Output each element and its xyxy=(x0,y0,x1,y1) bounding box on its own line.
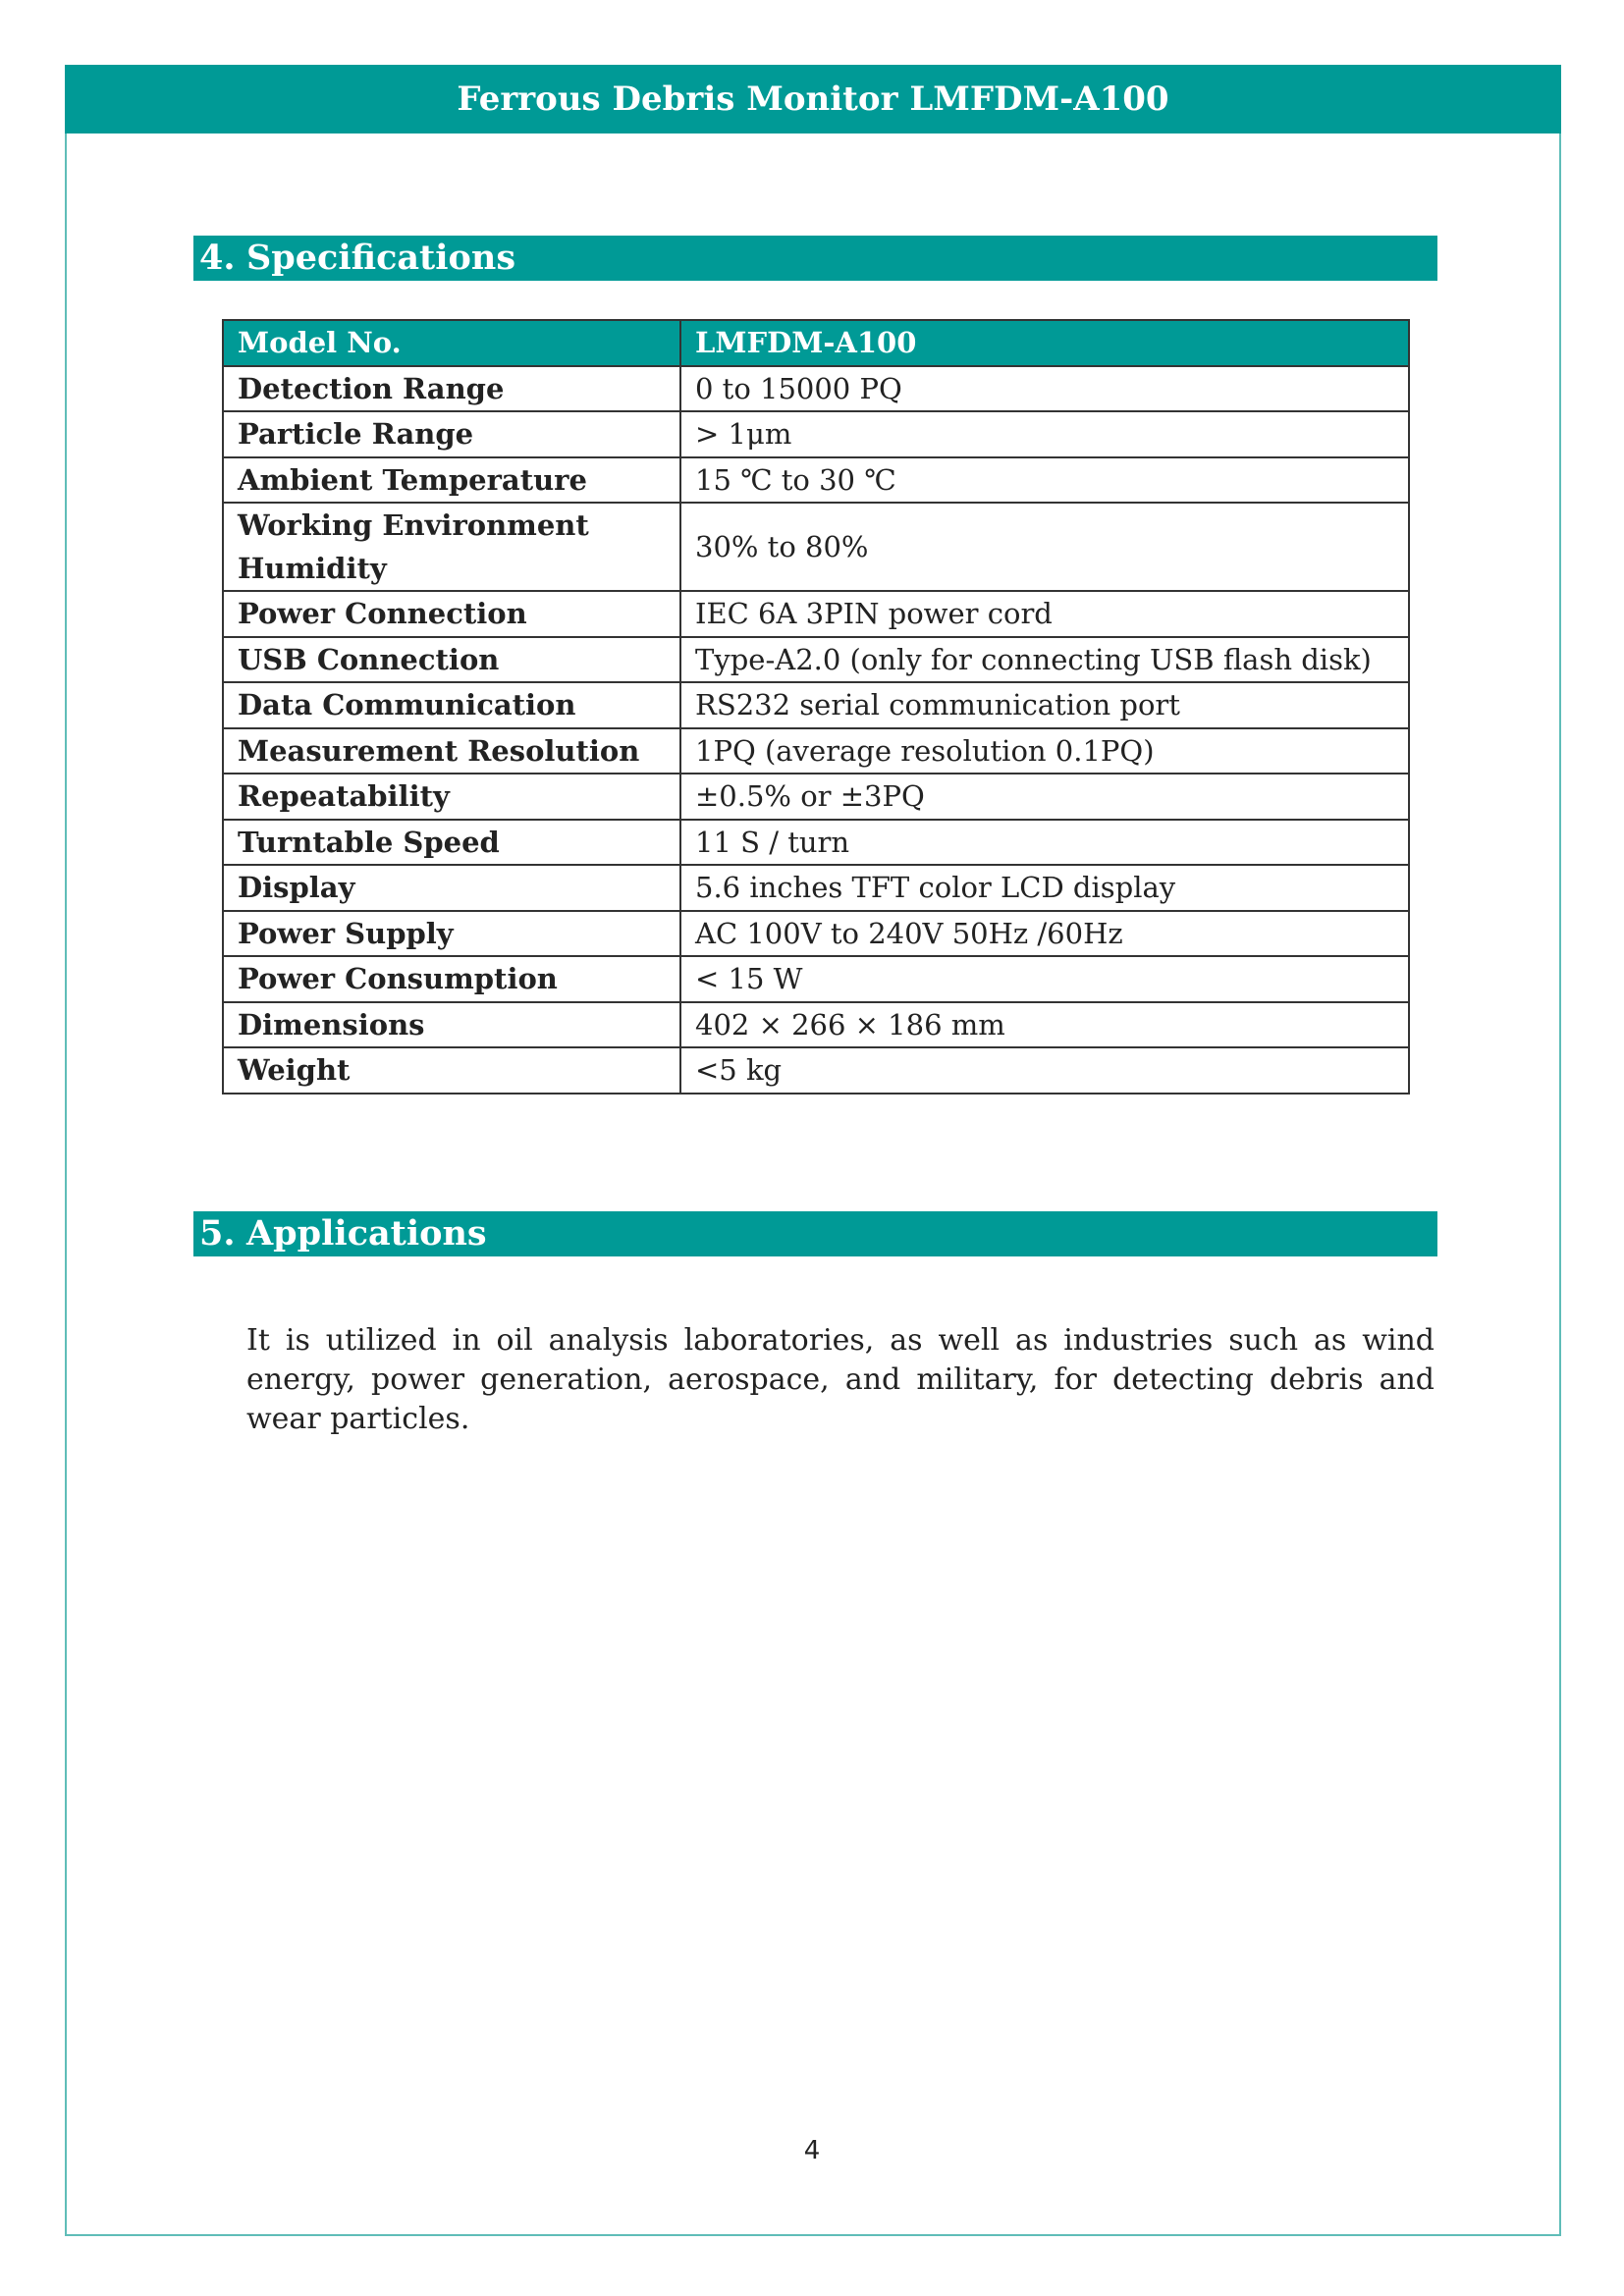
table-row xyxy=(223,865,1409,911)
spec-value: 5.6 inches TFT color LCD display xyxy=(680,865,1409,911)
spec-key: Ambient Temperature xyxy=(223,457,680,504)
table-row xyxy=(223,366,1409,412)
section-title: Specifications xyxy=(246,238,516,278)
table-row xyxy=(223,457,1409,504)
document-title-banner xyxy=(65,65,1561,133)
table-row xyxy=(223,820,1409,866)
spec-value: Type-A2.0 (only for connecting USB flash disk) xyxy=(680,637,1409,683)
spec-key: Power Consumption xyxy=(223,956,680,1002)
spec-key: Detection Range xyxy=(223,366,680,412)
table-row xyxy=(223,956,1409,1002)
spec-value: ±0.5% or ±3PQ xyxy=(680,774,1409,820)
spec-value: 15 ℃ to 30 ℃ xyxy=(680,457,1409,504)
spec-key: Display xyxy=(223,865,680,911)
spec-key: Weight xyxy=(223,1047,680,1094)
spec-key: Power Supply xyxy=(223,911,680,957)
table-row xyxy=(223,911,1409,957)
spec-value: > 1μm xyxy=(680,411,1409,457)
spec-key: Data Communication xyxy=(223,682,680,728)
page-number: 4 xyxy=(803,2136,821,2165)
spec-value: 402 × 266 × 186 mm xyxy=(680,1002,1409,1048)
spec-value: 1PQ (average resolution 0.1PQ) xyxy=(680,728,1409,774)
spec-value: 11 S / turn xyxy=(680,820,1409,866)
spec-value: < 15 W xyxy=(680,956,1409,1002)
table-row xyxy=(223,637,1409,683)
spec-key: Measurement Resolution xyxy=(223,728,680,774)
spec-key: Working Environment Humidity xyxy=(223,503,680,591)
table-row xyxy=(223,1002,1409,1048)
table-header-key: Model No. xyxy=(223,320,680,366)
section-heading-applications xyxy=(193,1211,1437,1256)
table-row xyxy=(223,503,1409,591)
table-row xyxy=(223,682,1409,728)
specifications-table xyxy=(222,319,1410,1095)
table-header-row xyxy=(223,320,1409,366)
spec-value: AC 100V to 240V 50Hz /60Hz xyxy=(680,911,1409,957)
table-header-value: LMFDM-A100 xyxy=(680,320,1409,366)
spec-value: 30% to 80% xyxy=(680,503,1409,591)
section-number: 4. xyxy=(199,238,236,278)
spec-value: RS232 serial communication port xyxy=(680,682,1409,728)
table-row xyxy=(223,774,1409,820)
document-title: Ferrous Debris Monitor LMFDM-A100 xyxy=(457,80,1169,119)
spec-key: Dimensions xyxy=(223,1002,680,1048)
spec-key: Particle Range xyxy=(223,411,680,457)
table-row xyxy=(223,411,1409,457)
section-number: 5. xyxy=(199,1213,236,1254)
applications-paragraph: It is utilized in oil analysis laboratories, as well as industries such as wind energy, power generation, aerospace, and military, for detecting debris and wear particles. xyxy=(246,1323,1435,1436)
section-title: Applications xyxy=(246,1213,487,1254)
spec-key: Turntable Speed xyxy=(223,820,680,866)
spec-key: Power Connection xyxy=(223,591,680,637)
table-row xyxy=(223,728,1409,774)
table-row xyxy=(223,1047,1409,1094)
table-row xyxy=(223,591,1409,637)
spec-value: 0 to 15000 PQ xyxy=(680,366,1409,412)
spec-value: <5 kg xyxy=(680,1047,1409,1094)
spec-value: IEC 6A 3PIN power cord xyxy=(680,591,1409,637)
spec-key: USB Connection xyxy=(223,637,680,683)
spec-key: Repeatability xyxy=(223,774,680,820)
section-heading-specifications xyxy=(193,236,1437,281)
